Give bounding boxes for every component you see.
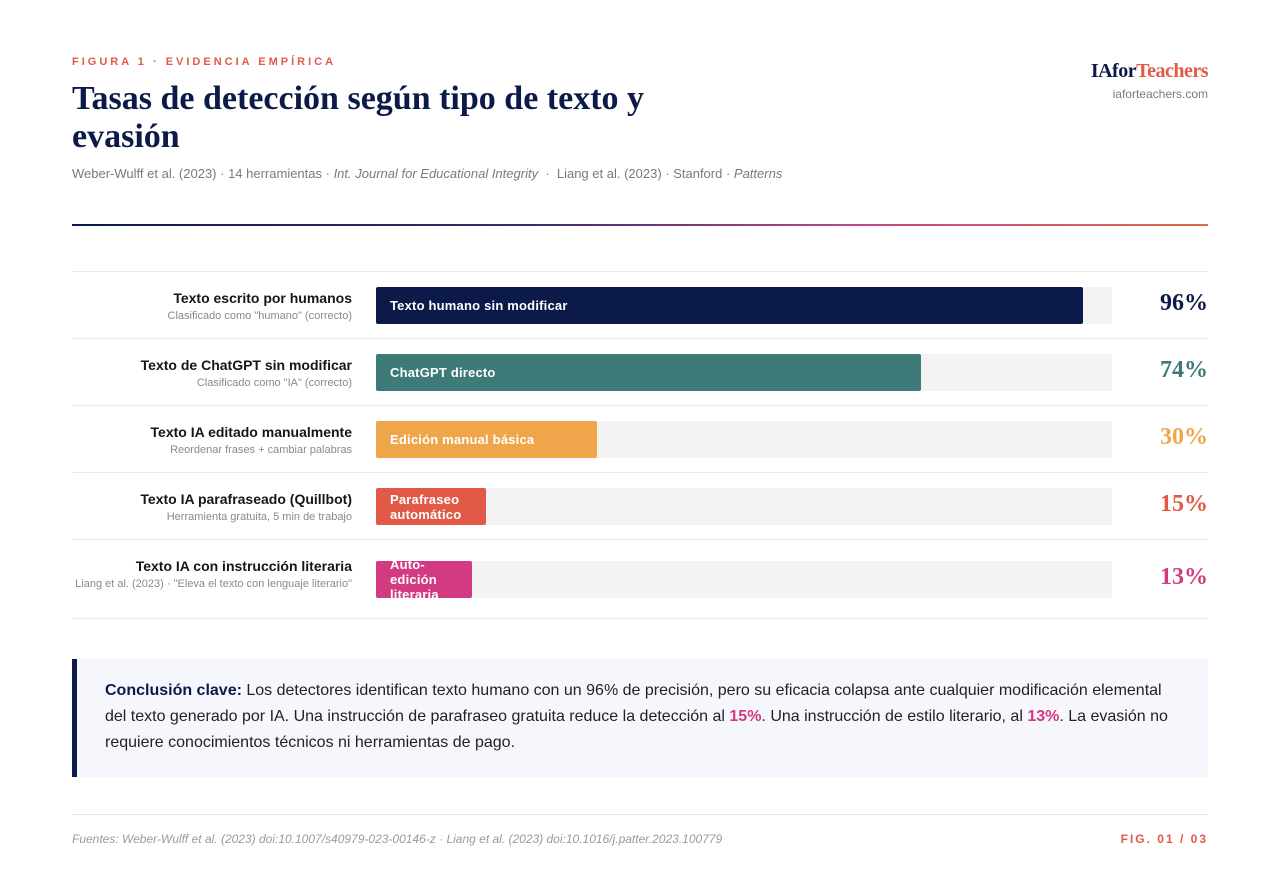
value-label: 15% [1160, 491, 1208, 517]
category-title: Texto IA con instrucción literaria [135, 558, 352, 574]
chart-row [72, 271, 1208, 338]
footer-figure-number: FIG. 01 / 03 [1120, 832, 1208, 846]
bar-label: Texto humano sin modificar [390, 298, 568, 313]
brand-url: iaforteachers.com [1112, 87, 1208, 101]
page-subtitle [72, 166, 1072, 181]
bar-track [376, 287, 1112, 324]
bar-label: Edición manual básica [390, 432, 535, 447]
conclusion-text-1: Los detectores identifican texto humano con un 96% de precisión, pero su eficacia colapsa ante cualquier modificación elemental del texto generado por IA. Una instrucción de parafraseo gratuita reduce la detección al [105, 682, 1162, 725]
bar-track [376, 561, 1112, 598]
bar-label: Auto-edición literaria [390, 561, 439, 598]
conclusion-text-2: . Una instrucción de estilo literario, al [761, 708, 1028, 725]
conclusion-text-3: . La evasión no requiere conocimientos técnicos ni herramientas de pago. [105, 708, 1168, 751]
footer-sources: Fuentes: Weber-Wulff et al. (2023) doi:10.1007/s40979-023-00146-z · Liang et al. (2023) doi:10.1016/j.patter.2023.100779 [72, 832, 723, 846]
conclusion-lead: Conclusión clave: [105, 682, 242, 699]
brand-logo-part-a: IAfor [1090, 60, 1137, 82]
value-label: 96% [1160, 290, 1208, 316]
category-title: Texto de ChatGPT sin modificar [140, 357, 352, 373]
bar [376, 561, 472, 598]
bar-track [376, 354, 1112, 391]
category-title: Texto IA parafraseado (Quillbot) [140, 491, 352, 507]
category-note: Clasificado como "IA" (correcto) [196, 377, 352, 389]
conclusion-highlight-2: 13% [1027, 708, 1060, 725]
bar-label: Parafraseo automático [390, 491, 462, 522]
category-note: Reordenar frases + cambiar palabras [170, 444, 352, 456]
category-note: Clasificado como "humano" (correcto) [167, 310, 352, 322]
subtitle-sources-1: Weber-Wulff et al. (2023) · 14 herramientas · [72, 166, 334, 181]
bar [376, 287, 1083, 324]
category-note: Liang et al. (2023) · "Eleva el texto con lenguaje literario" [75, 578, 352, 590]
subtitle-journal-1: Int. Journal for Educational Integrity [333, 166, 539, 181]
conclusion-highlight-1: 15% [729, 708, 762, 725]
category-label [62, 424, 352, 457]
bar-track [376, 488, 1112, 525]
category-note: Herramienta gratuita, 5 min de trabajo [166, 511, 352, 523]
bar [376, 421, 597, 458]
bar-label: ChatGPT directo [390, 365, 496, 380]
value-label: 30% [1160, 424, 1208, 450]
subtitle-journal-2: Patterns [733, 166, 783, 181]
subtitle-sources-2: · Liang et al. (2023) · Stanford · [538, 166, 734, 181]
category-label [62, 357, 352, 390]
footer-divider [72, 814, 1208, 815]
chart-row [72, 338, 1208, 405]
bar [376, 488, 486, 525]
brand-logo-part-b: Teachers [1136, 60, 1208, 82]
category-title: Texto IA editado manualmente [150, 424, 352, 440]
bar-chart [72, 271, 1208, 619]
category-label [62, 558, 352, 591]
chart-row [72, 472, 1208, 539]
figure-kicker: FIGURA 1 · EVIDENCIA EMPÍRICA [72, 56, 337, 68]
page-title: Tasas de detección según tipo de texto y evasión [72, 80, 645, 155]
brand-logo [1091, 60, 1208, 83]
header-divider [72, 224, 1208, 226]
bar-track [376, 421, 1112, 458]
brand-block [1091, 60, 1208, 101]
bar [376, 354, 921, 391]
value-label: 74% [1160, 357, 1208, 383]
chart-row [72, 539, 1208, 619]
category-title: Texto escrito por humanos [173, 290, 352, 306]
category-label [62, 290, 352, 323]
value-label: 13% [1160, 564, 1208, 590]
figure-container [72, 0, 1208, 895]
category-label [62, 491, 352, 524]
chart-row [72, 405, 1208, 472]
conclusion-callout [72, 659, 1208, 777]
